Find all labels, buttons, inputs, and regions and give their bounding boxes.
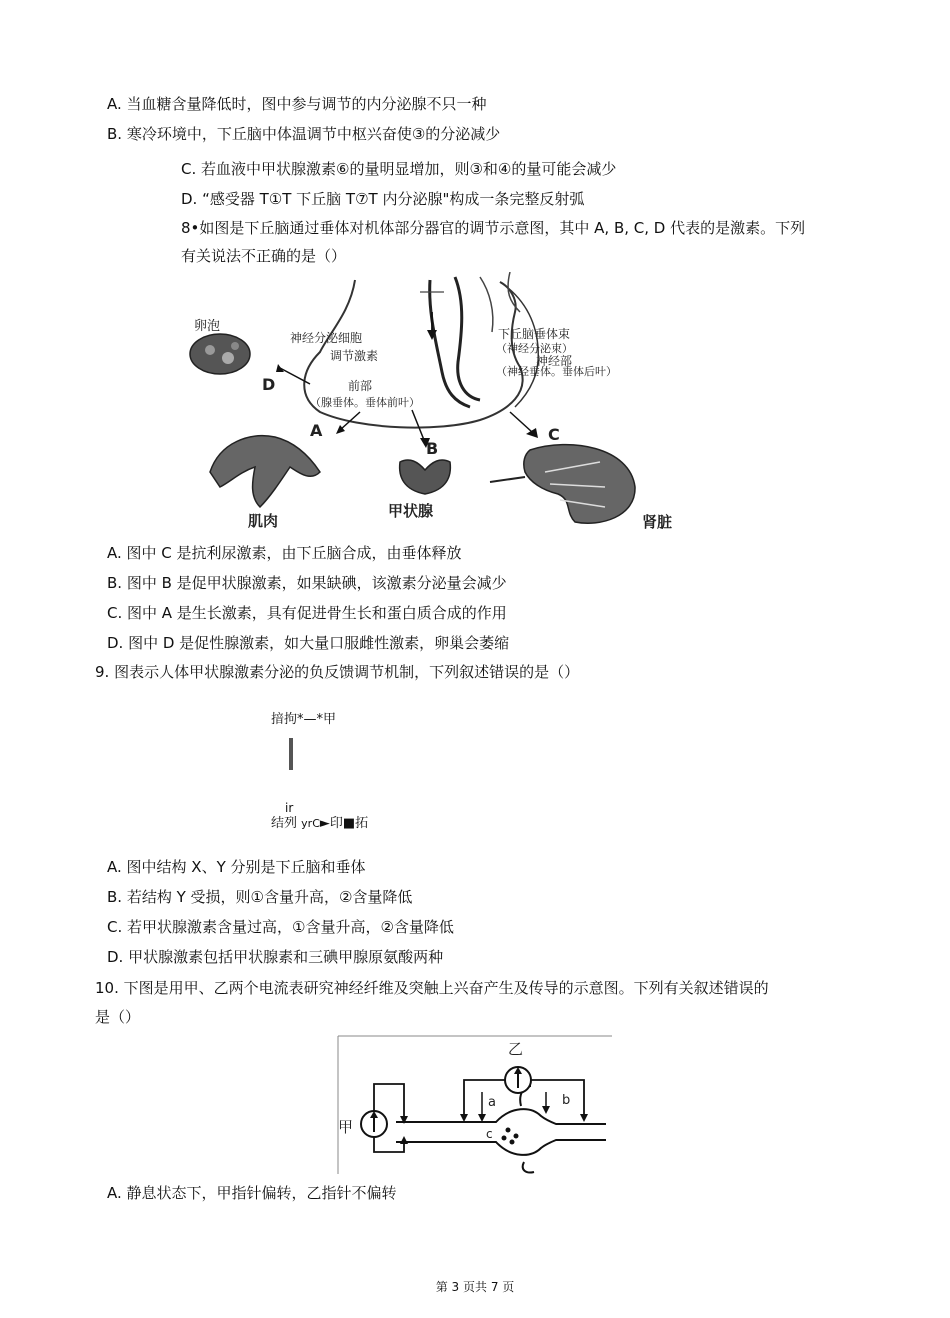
q9-option-a: A. 图中结构 X、Y 分别是下丘脑和垂体 <box>107 858 366 876</box>
q7-option-d: D. “感受器 T①T 下丘脑 T⑦T 内分泌腺"构成一条完整反射弧 <box>181 190 585 208</box>
muscle-icon <box>210 436 320 507</box>
fig9-bottom-text: 结列 yrC►印■拓 <box>271 816 369 831</box>
q7-option-c: C. 若血液中甲状腺激素⑥的量明显增加，则③和④的量可能会减少 <box>181 160 617 178</box>
page-footer: 第 3 页共 7 页 <box>435 1280 515 1294</box>
fig9-bar <box>289 738 293 770</box>
q9-stem: 9. 图表示人体甲状腺激素分泌的负反馈调节机制，下列叙述错误的是（） <box>95 663 580 681</box>
label-tract: 下丘脑垂体束 <box>498 327 571 341</box>
q10-option-a: A. 静息状态下，甲指针偏转，乙指针不偏转 <box>107 1184 397 1202</box>
q8-stem-line1: 8•如图是下丘脑通过垂体对机体部分器官的调节示意图，其中 A, B, C, D 代表的是激素。下列 <box>181 219 806 237</box>
label-kidney: 肾脏 <box>642 513 673 531</box>
kidney-icon <box>524 445 635 524</box>
q8-stem-line2: 有关说法不正确的是（） <box>181 247 347 265</box>
fig9-top-text: 揞拘*—*甲 <box>271 712 337 727</box>
fig9-ir-text: ir <box>285 801 294 815</box>
label-anterior: 前部 <box>348 379 373 393</box>
letter-d: D <box>262 375 276 394</box>
fig10-label-b: b <box>562 1093 571 1108</box>
q7-option-a: A. 当血糖含量降低时，图中参与调节的内分泌腺不只一种 <box>107 95 487 113</box>
fig10-label-c: c <box>486 1127 493 1141</box>
q8-option-d: D. 图中 D 是促性腺激素，如大量口服雌性激素，卵巢会萎缩 <box>107 634 510 652</box>
q7-option-b: B. 寒冷环境中，下丘脑中体温调节中枢兴奋使③的分泌减少 <box>107 125 501 143</box>
letter-a: A <box>310 421 323 440</box>
label-regulatory-hormone: 调节激素 <box>330 349 379 363</box>
label-anterior-sub: （腺垂体。垂体前叶） <box>310 396 420 409</box>
letter-c: C <box>548 425 560 444</box>
q9-option-c: C. 若甲状腺激素含量过高，①含量升高，②含量降低 <box>107 918 454 936</box>
galvanometer-figure <box>336 1034 614 1176</box>
q8-option-c: C. 图中 A 是生长激素，具有促进骨生长和蛋白质合成的作用 <box>107 604 507 622</box>
hypothalamus-pituitary-figure <box>180 272 720 534</box>
label-neurosecretory: 神经分泌细胞 <box>290 331 363 345</box>
fig10-label-jia: 甲 <box>338 1118 354 1136</box>
label-posterior: 神经部 <box>536 354 573 368</box>
q8-option-b: B. 图中 B 是促甲状腺激素，如果缺碘，该激素分泌量会减少 <box>107 574 507 592</box>
q10-stem-line1: 10. 下图是用甲、乙两个电流表研究神经纤维及突触上兴奋产生及传导的示意图。下列有关叙述错误的 <box>95 979 769 997</box>
thyroid-icon <box>400 460 451 494</box>
letter-b: B <box>426 439 439 458</box>
label-tract-sub: （神经分泌束） <box>496 342 573 355</box>
q9-option-b: B. 若结构 Y 受损，则①含量升高，②含量降低 <box>107 888 413 906</box>
fig10-label-yi: 乙 <box>508 1040 524 1058</box>
feedback-figure <box>271 708 431 838</box>
q9-option-d: D. 甲状腺激素包括甲状腺素和三碘甲腺原氨酸两种 <box>107 948 444 966</box>
q8-option-a: A. 图中 C 是抗利尿激素，由下丘脑合成，由垂体释放 <box>107 544 462 562</box>
ovary-icon <box>190 334 250 374</box>
q10-stem-line2: 是（） <box>95 1008 141 1026</box>
label-thyroid: 甲状腺 <box>388 502 434 520</box>
label-posterior-sub: （神经垂体。垂体后叶） <box>496 365 617 378</box>
label-muscle: 肌肉 <box>248 512 279 530</box>
fig10-label-a: a <box>488 1095 496 1110</box>
label-ovary: 卵泡 <box>194 319 221 334</box>
